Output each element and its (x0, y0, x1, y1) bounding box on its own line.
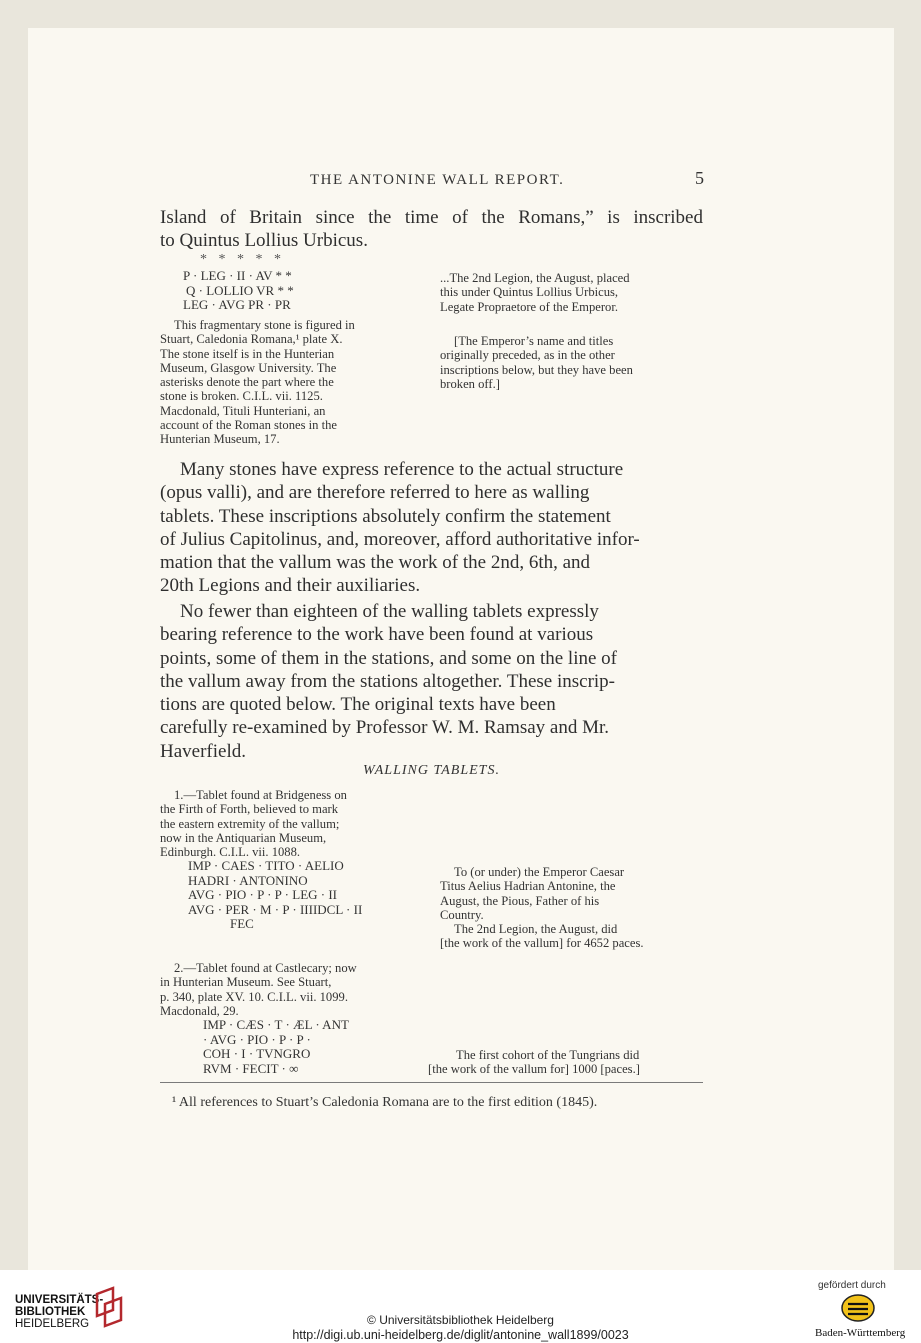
translation-line: [the work of the vallum for] 1000 [paces.] (428, 1062, 640, 1077)
latin-line: FEC (230, 916, 254, 931)
latin-line: COH · I · TVNGRO (203, 1046, 311, 1061)
note-line: 1.—Tablet found at Bridgeness on (174, 788, 347, 802)
tablet-2-latin (203, 1018, 349, 1076)
text-line: Many stones have express reference to the actual structure (180, 459, 624, 480)
note-line: asterisks denote the part where the (160, 375, 334, 390)
translation-line: The 2nd Legion, the August, did (454, 922, 618, 937)
funded-by-label: gefördert durch (818, 1280, 886, 1291)
ellipsis-stars: * * * * * (200, 252, 285, 267)
funder-name: Baden-Württemberg (815, 1327, 906, 1339)
footnote: ¹ All references to Stuart’s Caledonia Romana are to the first edition (1845). (172, 1095, 598, 1110)
latin-line: LEG · AVG PR · PR (183, 297, 291, 312)
note-line: inscriptions below, but they have been (440, 362, 633, 377)
text-line: tablets. These inscriptions absolutely confirm the statement (160, 505, 611, 527)
note-line: Macdonald, 29. (160, 1003, 239, 1018)
note-line: now in the Antiquarian Museum, (160, 830, 327, 845)
latin-line: Q · LOLLIO VR * * (186, 282, 294, 298)
translation-line: To (or under) the Emperor Caesar (454, 865, 625, 879)
translation-line: [the work of the vallum] for 4652 paces. (440, 936, 644, 951)
text-line: 20th Legions and their auxiliaries. (160, 575, 421, 597)
section-title: WALLING TABLETS. (363, 763, 500, 778)
tablet-2-note (160, 961, 357, 1018)
translation-line: ...The 2nd Legion, the August, placed (440, 271, 630, 285)
note-line: in Hunterian Museum. See Stuart, (160, 975, 332, 990)
note-line: This fragmentary stone is figured in (174, 318, 355, 332)
note-line: the Firth of Forth, believed to mark (160, 802, 339, 817)
inscription-bracket-note (440, 334, 633, 391)
note-line: the eastern extremity of the vallum; (160, 816, 340, 831)
library-line: UNIVERSITÄTS- (15, 1294, 104, 1306)
note-line: Edinburgh. C.I.L. vii. 1088. (160, 845, 301, 860)
text-line: carefully re-examined by Professor W. M. Ramsay and Mr. (160, 717, 610, 739)
note-line: originally preceded, as in the other (440, 348, 615, 363)
running-title: THE ANTONINE WALL REPORT. (310, 172, 565, 188)
translation-line: August, the Pious, Father of his (440, 893, 600, 908)
copyright: © Universitätsbibliothek Heidelberg (367, 1313, 554, 1327)
latin-line: AVG · PER · M · P · IIIIDCL · II (188, 901, 363, 917)
translation-line: Country. (440, 907, 484, 922)
translation-line: Legate Propraetore of the Emperor. (440, 299, 618, 314)
inscription-translation (440, 271, 630, 314)
note-line: p. 340, plate XV. 10. C.I.L. vii. 1099. (160, 989, 348, 1004)
library-line: HEIDELBERG (15, 1318, 90, 1330)
text-line: points, some of them in the stations, and some on the line of (160, 647, 617, 669)
text-line: the vallum away from the stations altogether. These inscrip- (160, 670, 615, 692)
note-line: Macdonald, Tituli Hunteriani, an (160, 403, 326, 418)
latin-line: IMP · CÆS · T · ÆL · ANT (203, 1017, 349, 1032)
note-line: [The Emperor’s name and titles (454, 334, 614, 348)
permalink[interactable]: http://digi.ub.uni-heidelberg.de/diglit/antonine_wall1899/0023 (292, 1328, 629, 1342)
footnote-rule (160, 1082, 703, 1083)
latin-line: · AVG · PIO · P · P · (203, 1031, 311, 1047)
tablet-1-note (160, 788, 347, 859)
tablet-1-translation (440, 865, 644, 951)
body-paragraph-1 (160, 458, 703, 598)
text-line: mation that the vallum was the work of the 2nd, 6th, and (160, 552, 591, 574)
latin-line: AVG · PIO · P · P · LEG · II (188, 887, 338, 902)
note-line: account of the Roman stones in the (160, 418, 337, 433)
latin-line: IMP · CAES · TITO · AELIO (188, 858, 344, 873)
library-line: BIBLIOTHEK (15, 1306, 86, 1318)
inscription-note (160, 318, 418, 447)
note-line: stone is broken. C.I.L. vii. 1125. (160, 389, 323, 404)
note-line: Hunterian Museum, 17. (160, 432, 280, 447)
body-paragraph-2 (160, 600, 703, 763)
latin-line: HADRI · ANTONINO (188, 872, 308, 888)
tablet-2-translation (428, 1048, 640, 1077)
translation-line: Titus Aelius Hadrian Antonine, the (440, 879, 616, 894)
note-line: 2.—Tablet found at Castlecary; now (174, 961, 357, 975)
latin-line: P · LEG · II · AV * * (183, 268, 292, 283)
tablet-1-latin (188, 859, 362, 932)
page-number: 5 (695, 168, 704, 188)
note-line: broken off.] (440, 376, 500, 391)
text-line: No fewer than eighteen of the walling tablets expressly (180, 601, 599, 622)
coat-of-arms-icon (840, 1293, 876, 1323)
text-line: of Julius Capitolinus, and, moreover, afford authoritative infor- (160, 528, 640, 550)
text-line: Haverfield. (160, 740, 246, 762)
note-line: The stone itself is in the Hunterian (160, 346, 335, 361)
translation-line: The first cohort of the Tungrians did (456, 1048, 640, 1062)
text-line: (opus valli), and are therefore referred to here as walling (160, 482, 590, 504)
text-line: bearing reference to the work have been found at various (160, 624, 594, 646)
latin-line: RVM · FECIT · ∞ (203, 1060, 299, 1076)
text-line: tions are quoted below. The original texts have been (160, 694, 556, 716)
note-line: Stuart, Caledonia Romana,¹ plate X. (160, 332, 343, 347)
text-line: Island of Britain since the time of the Romans,” is inscribed (160, 207, 703, 228)
intro-paragraph (160, 206, 703, 253)
text-line: to Quintus Lollius Urbicus. (160, 230, 368, 252)
inscription-latin (183, 269, 294, 313)
note-line: Museum, Glasgow University. The (160, 360, 337, 375)
translation-line: this under Quintus Lollius Urbicus, (440, 285, 619, 300)
